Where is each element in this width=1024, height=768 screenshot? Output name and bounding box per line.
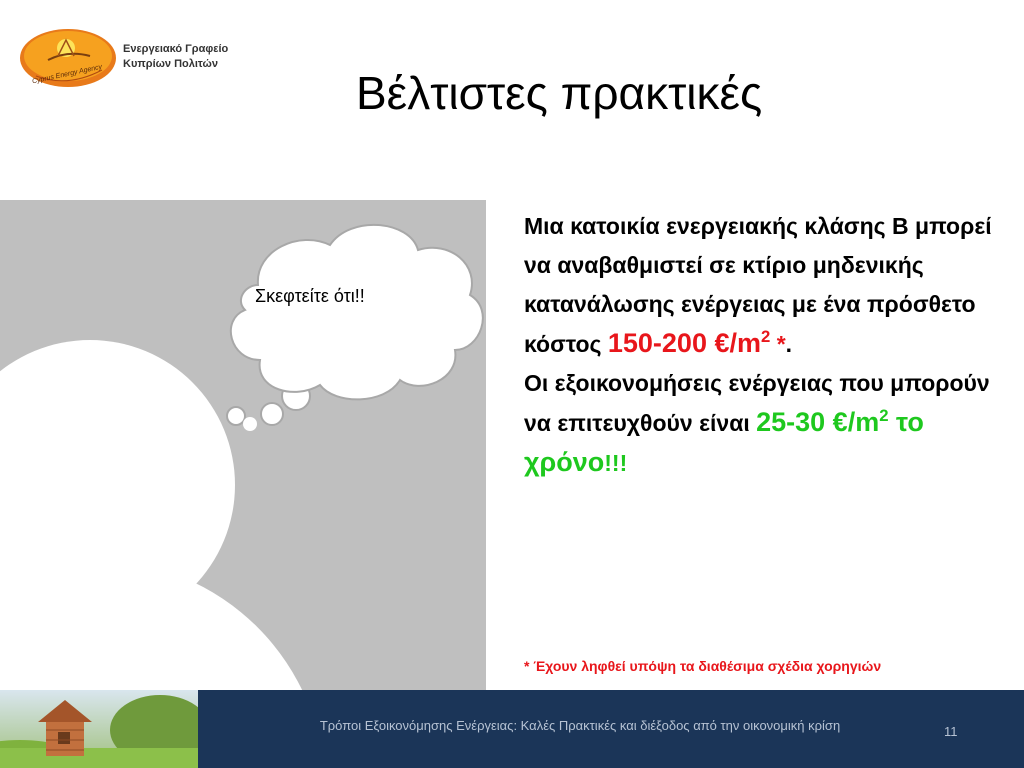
brick-house-icon	[0, 690, 198, 768]
house-photo	[0, 690, 198, 768]
savings-value: 25-30 $€/m^2$ το χρόνο	[524, 405, 924, 477]
statement-part-1: Μια κατοικία ενεργειακής κλάσης Β μπορεί να αναβαθμιστεί σε κτίριο μηδενικής κατανάλωσης ενέργειας με ένα πρόσθετο κόστος	[524, 213, 992, 357]
statement-part-2: Οι εξοικονομήσεις ενέργειας που μπορούν να επιτευχθούν είναι	[524, 370, 990, 436]
savings-exclamation: !!!	[604, 450, 628, 476]
footer-caption: Τρόποι Εξοικονόμησης Ενέργειας: Καλές Πρακτικές και διέξοδος από την οικονομική κρίση	[319, 718, 841, 733]
thought-bubble-text: Σκεφτείτε ότι!!	[255, 286, 365, 306]
page-number: 11	[944, 724, 958, 739]
cost-value: 150-200 $€/m^2$	[607, 326, 771, 358]
statement-period: .	[785, 331, 793, 357]
logo-line-1: Ενεργειακό Γραφείο	[123, 43, 229, 55]
footnote: * Έχουν ληφθεί υπόψη τα διαθέσιμα σχέδια χορηγιών	[524, 658, 882, 674]
thinking-person-illustration	[0, 200, 486, 690]
logo-line-2: Κυπρίων Πολιτών	[123, 58, 218, 70]
main-statement	[524, 207, 1004, 483]
footer-bar	[0, 690, 1024, 768]
cyprus-energy-agency-logo	[18, 26, 238, 90]
page-title: Βέλτιστες πρακτικές	[356, 67, 763, 119]
logo-badge-text: Cyprus Energy Agency	[31, 63, 103, 86]
sun-logo-icon	[18, 26, 118, 90]
cost-asterisk: *	[770, 331, 786, 357]
